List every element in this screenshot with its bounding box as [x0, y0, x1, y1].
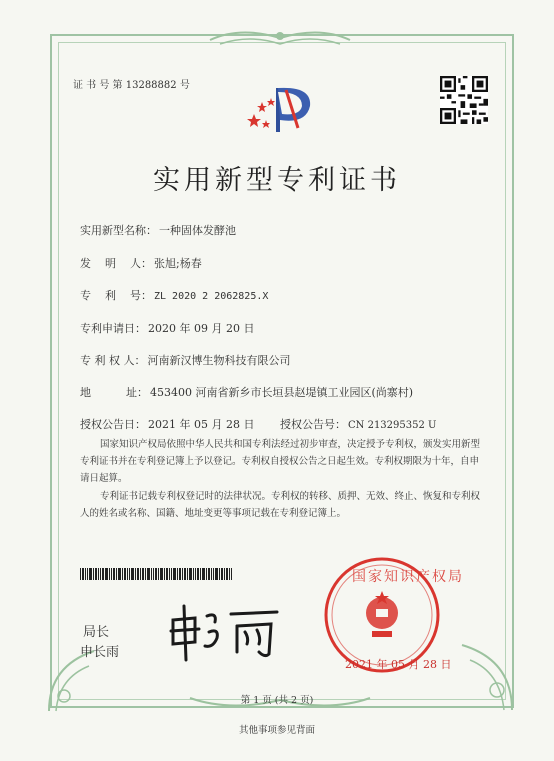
qr-code-icon — [440, 76, 488, 124]
certificate-number — [73, 76, 190, 91]
field-inventors — [80, 255, 202, 271]
field-label: 专 利 号： — [80, 289, 152, 302]
certificate-number-suffix: 号 — [179, 80, 190, 91]
field-label: 地 址： — [80, 386, 148, 399]
director-name: 申长雨 — [80, 645, 120, 660]
certificate-number-label: 证 书 号 第 — [73, 80, 123, 91]
field-utility-model-name — [80, 222, 236, 238]
field-label: 实用新型名称： — [80, 224, 157, 237]
field-label: 专利申请日： — [80, 322, 146, 335]
field-label: 专 利 权 人： — [80, 354, 146, 367]
director-signature — [165, 598, 285, 662]
grant-date — [80, 416, 254, 432]
seal-text: 国家知识产权局 — [352, 569, 464, 585]
certificate-number-value: 13288882 — [125, 80, 177, 91]
certificate-title: 实用新型专利证书 — [153, 165, 401, 196]
field-patent-number — [80, 287, 268, 303]
field-value: 张旭;杨春 — [153, 257, 202, 270]
field-label: 发 明 人： — [80, 257, 152, 270]
field-address — [80, 384, 413, 400]
seal-date: 2021 年 05 月 28 日 — [345, 658, 452, 671]
director-title: 局长 — [83, 625, 110, 640]
field-value: 河南新汉博生物科技有限公司 — [147, 354, 291, 367]
barcode-icon — [80, 568, 232, 580]
field-value: 一种固体发酵池 — [159, 224, 236, 237]
paragraph-grant-statement: 国家知识产权局依照中华人民共和国专利法经过初步审查，决定授予专利权，颁发实用新型专利证书并在专利登记簿上予以登记。专利权自授权公告之日起生效。专利权期限为十年，自申请日起算。 — [80, 439, 481, 484]
field-patentee — [80, 352, 291, 368]
field-application-date — [80, 320, 254, 336]
page-number: 第 1 页 (共 2 页) — [240, 695, 314, 706]
field-value: 453400 河南省新乡市长垣县赵堤镇工业园区(尚寨村) — [149, 386, 414, 399]
grant-date-value: 2021 年 05 月 28 日 — [148, 418, 255, 431]
grant-number-value: CN 213295352 U — [348, 420, 437, 431]
field-value: 2020 年 09 月 20 日 — [148, 322, 255, 335]
cnipa-logo-icon — [240, 80, 320, 138]
grant-date-label: 授权公告日： — [80, 418, 146, 431]
footer-note: 其他事项参见背面 — [238, 725, 315, 736]
grant-number — [280, 416, 436, 432]
field-value: ZL 2020 2 2062825.X — [153, 291, 269, 302]
grant-number-label: 授权公告号： — [280, 418, 346, 431]
paragraph-legal-status: 专利证书记载专利权登记时的法律状况。专利权的转移、质押、无效、终止、恢复和专利权人的姓名或名称、国籍、地址变更等事项记载在专利登记簿上。 — [80, 491, 481, 519]
top-ornament — [200, 26, 360, 50]
